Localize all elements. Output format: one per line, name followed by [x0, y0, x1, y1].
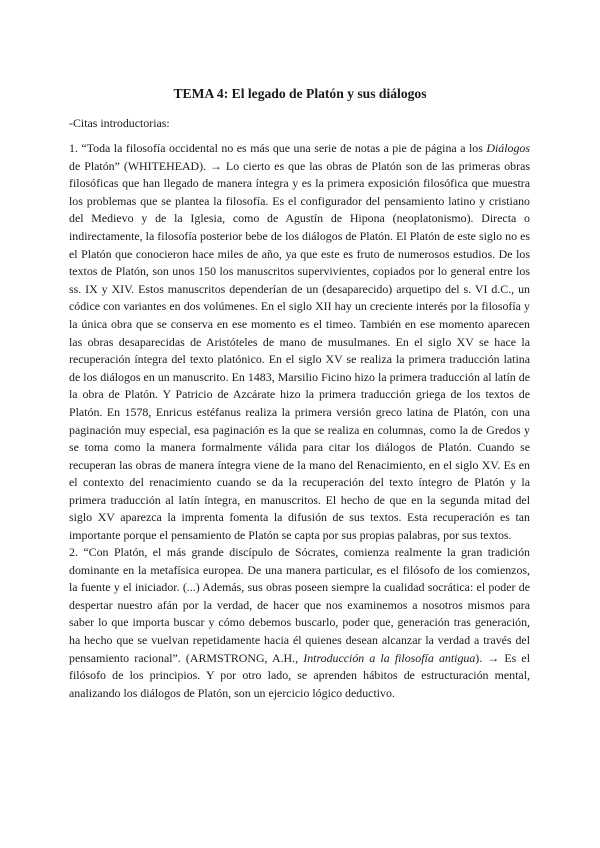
- paragraph-1-text-a: 1. “Toda la filosofía occidental no es más que una serie de notas a pie de página a los: [69, 141, 487, 155]
- intro-label: -Citas introductorias:: [69, 116, 170, 130]
- paragraph-2-italic: Introducción a la filosofía antigua: [303, 650, 476, 665]
- quote-paragraph-1: [69, 140, 530, 545]
- page-title: TEMA 4: El legado de Platón y sus diálogos: [173, 86, 427, 101]
- paragraph-1-italic: Diálogos: [486, 141, 530, 155]
- quote-paragraph-2: [69, 544, 530, 702]
- paragraph-2-text-b: ). → Es el filósofo de los principios. Y por otro lado, se aprenden hábitos de estructuración mental, analizando los diálogos de Platón, son un ejercicio lógico deductivo.: [69, 650, 530, 700]
- paragraph-1-text-b: de Platón” (WHITEHEAD). → Lo cierto es que las obras de Platón son de las primeras obras filosóficas que han llegado de manera íntegra y es la primera exposición filosófica que muestra los problemas que se plantea la filosofía. Es el configurador del pensamiento latino y cristiano del Medievo y de la Iglesia, como de Agustín de Hipona (neoplatonismo). Directa o indirectamente, la filosofía posterior bebe de los diálogos de Platón. El Platón de este siglo no es el Platón que conocieron hace miles de año, ya que este es fruto de numerosos estudios. De los textos de Platón, son unos 150 los manuscritos supervivientes, copiados por lo general entre los ss. IX y XIV. Estos manuscritos dependerían de un (desaparecido) arquetipo del s. VI d.C., un códice con variantes en dos volúmenes. En el siglo XII hay un creciente interés por la filosofía y la única obra que se conserva en ese momento es el timeo. También en ese momento aparecen las obras desaparecidas de Aristóteles de mano de musulmanes. En el siglo XV se hace la recuperación íntegra del texto platónico. En el siglo XV se realiza la primera traducción latina de los diálogos en un manuscrito. En 1483, Marsilio Ficino hizo la primera traducción al latín de la obra de Platón. Y Patricio de Azcárate hizo la primera traducción griega de los textos de Platón. En 1578, Enricus estéfanus realiza la primera versión greco latina de Platón, con una paginación muy especial, esa paginación es la que se realiza en columnas, como la de Gredos y se toma como la manera formalmente válida para citar los diálogos de Platón. Cuando se recuperan las obras de manera íntegra viene de la mano del Renacimiento, en el siglo XV. Es en el contexto del renacimiento cuando se da la recuperación del texto íntegro de Platón y la primera traducción al latín íntegra, en manuscritos. El hecho de que en la segunda mitad del siglo XV aparezca la imprenta fomenta la difusión de sus textos. Esta recuperación es tan importante porque el pensamiento de Platón se capta por sus propias palabras, por sus textos.: [69, 158, 530, 543]
- paragraph-2-text-a: 2. “Con Platón, el más grande discípulo de Sócrates, comienza realmente la gran tradición dominante en la metafísica europea. De una manera particular, es el filósofo de los comienzos, la fuente y el iniciador. (...) Además, sus obras poseen siempre la cualidad socrática: el poder de despertar nuestro afán por la verdad, de hacer que nos examinemos a nosotros mismos para saber lo que importa buscar y cómo debemos buscarlo, poder que, generación tras generación, ha hecho que se vuelvan repetidamente hacia él quienes desean alcanzar la verdad a través del pensamiento racional”. (ARMSTRONG, A.H.,: [69, 545, 530, 665]
